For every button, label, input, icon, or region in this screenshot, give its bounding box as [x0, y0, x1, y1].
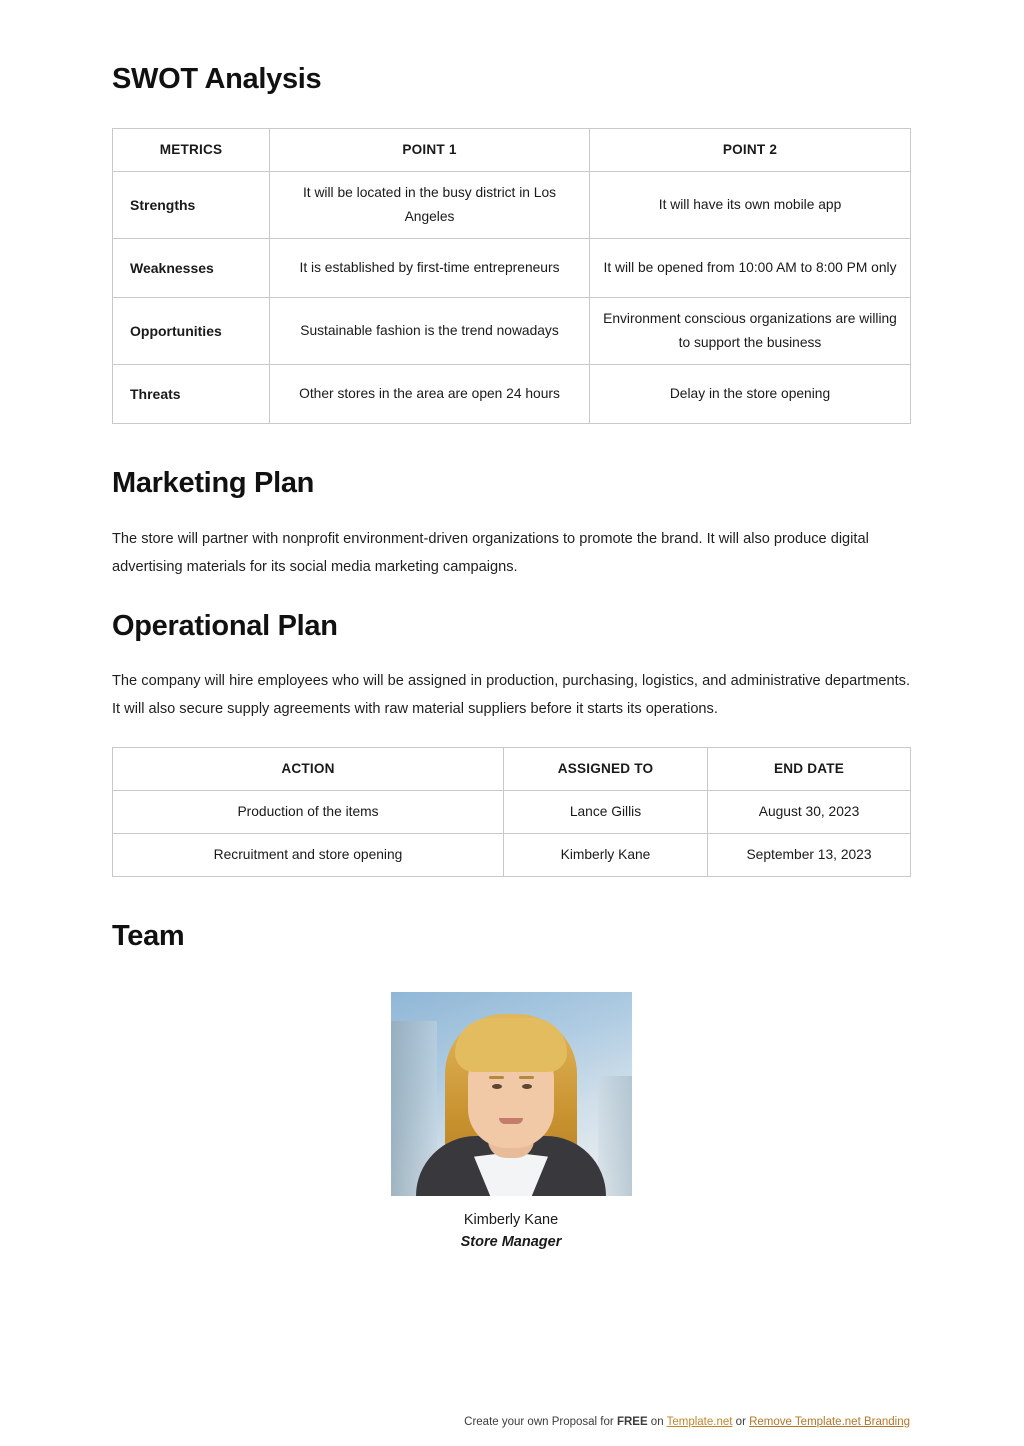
table-row: [113, 238, 911, 297]
swot-strengths-point2: It will have its own mobile app: [590, 171, 911, 238]
ops-action-1: Production of the items: [113, 791, 504, 834]
page-title-marketing: Marketing Plan: [112, 466, 315, 499]
team-member-card: [112, 992, 910, 1250]
marketing-body: The store will partner with nonprofit environment-driven organizations to promote the brand. It will also produce digital advertising materials for its social media marketing campaigns.: [112, 530, 869, 575]
footer: [0, 1416, 1024, 1428]
swot-table: [112, 128, 911, 424]
avatar: [391, 992, 632, 1196]
photo-eye-right: [522, 1084, 532, 1089]
ops-header-end-date: END DATE: [708, 748, 911, 791]
swot-header-point1: POINT 1: [270, 128, 590, 171]
page-title-team: Team: [112, 920, 185, 953]
page-title-operational: Operational Plan: [112, 609, 338, 642]
ops-enddate-1: August 30, 2023: [708, 791, 911, 834]
swot-metric-strengths: Strengths: [113, 171, 270, 238]
remove-branding-link[interactable]: Remove Template.net Branding: [749, 1416, 910, 1428]
photo-brow-left: [489, 1076, 504, 1079]
swot-header-point2: POINT 2: [590, 128, 911, 171]
table-row: [113, 791, 911, 834]
table-row: [113, 834, 911, 877]
footer-prefix: Create your own Proposal for: [464, 1416, 617, 1428]
ops-assigned-2: Kimberly Kane: [504, 834, 708, 877]
team-member-role: Store Manager: [460, 1234, 562, 1251]
swot-threats-point2: Delay in the store opening: [590, 364, 911, 423]
table-row: [113, 297, 911, 364]
swot-threats-point1: Other stores in the area are open 24 hours: [270, 364, 590, 423]
photo-brow-right: [519, 1076, 534, 1079]
swot-weaknesses-point2: It will be opened from 10:00 AM to 8:00 PM only: [590, 238, 911, 297]
swot-metric-threats: Threats: [113, 364, 270, 423]
ops-header-assigned-to: ASSIGNED TO: [504, 748, 708, 791]
swot-opportunities-point2: Environment conscious organizations are willing to support the business: [590, 297, 911, 364]
ops-action-2: Recruitment and store opening: [113, 834, 504, 877]
page-title-swot: SWOT Analysis: [112, 63, 322, 95]
footer-on: on: [647, 1416, 664, 1428]
swot-weaknesses-point1: It is established by first-time entrepreneurs: [270, 238, 590, 297]
operational-body: The company will hire employees who will be assigned in production, purchasing, logistics, and administrative departments. It will also secure supply agreements with raw material suppliers before it starts its operations.: [112, 673, 910, 718]
photo-fringe: [455, 1018, 567, 1072]
swot-metric-weaknesses: Weaknesses: [113, 238, 270, 297]
team-member-name: Kimberly Kane: [463, 1212, 559, 1229]
table-row: [113, 171, 911, 238]
footer-free: FREE: [616, 1416, 648, 1428]
photo-mouth: [499, 1118, 523, 1124]
footer-or: or: [735, 1416, 746, 1428]
template-net-link[interactable]: Template.net: [666, 1416, 733, 1428]
ops-enddate-2: September 13, 2023: [708, 834, 911, 877]
table-row: [113, 364, 911, 423]
document-content: [112, 0, 910, 1250]
swot-metric-opportunities: Opportunities: [113, 297, 270, 364]
swot-opportunities-point1: Sustainable fashion is the trend nowadays: [270, 297, 590, 364]
operational-table: [112, 747, 911, 877]
table-header-row: [113, 128, 911, 171]
swot-header-metrics: METRICS: [113, 128, 270, 171]
ops-header-action: ACTION: [113, 748, 504, 791]
ops-assigned-1: Lance Gillis: [504, 791, 708, 834]
table-header-row: [113, 748, 911, 791]
photo-eye-left: [492, 1084, 502, 1089]
swot-strengths-point1: It will be located in the busy district in Los Angeles: [270, 171, 590, 238]
